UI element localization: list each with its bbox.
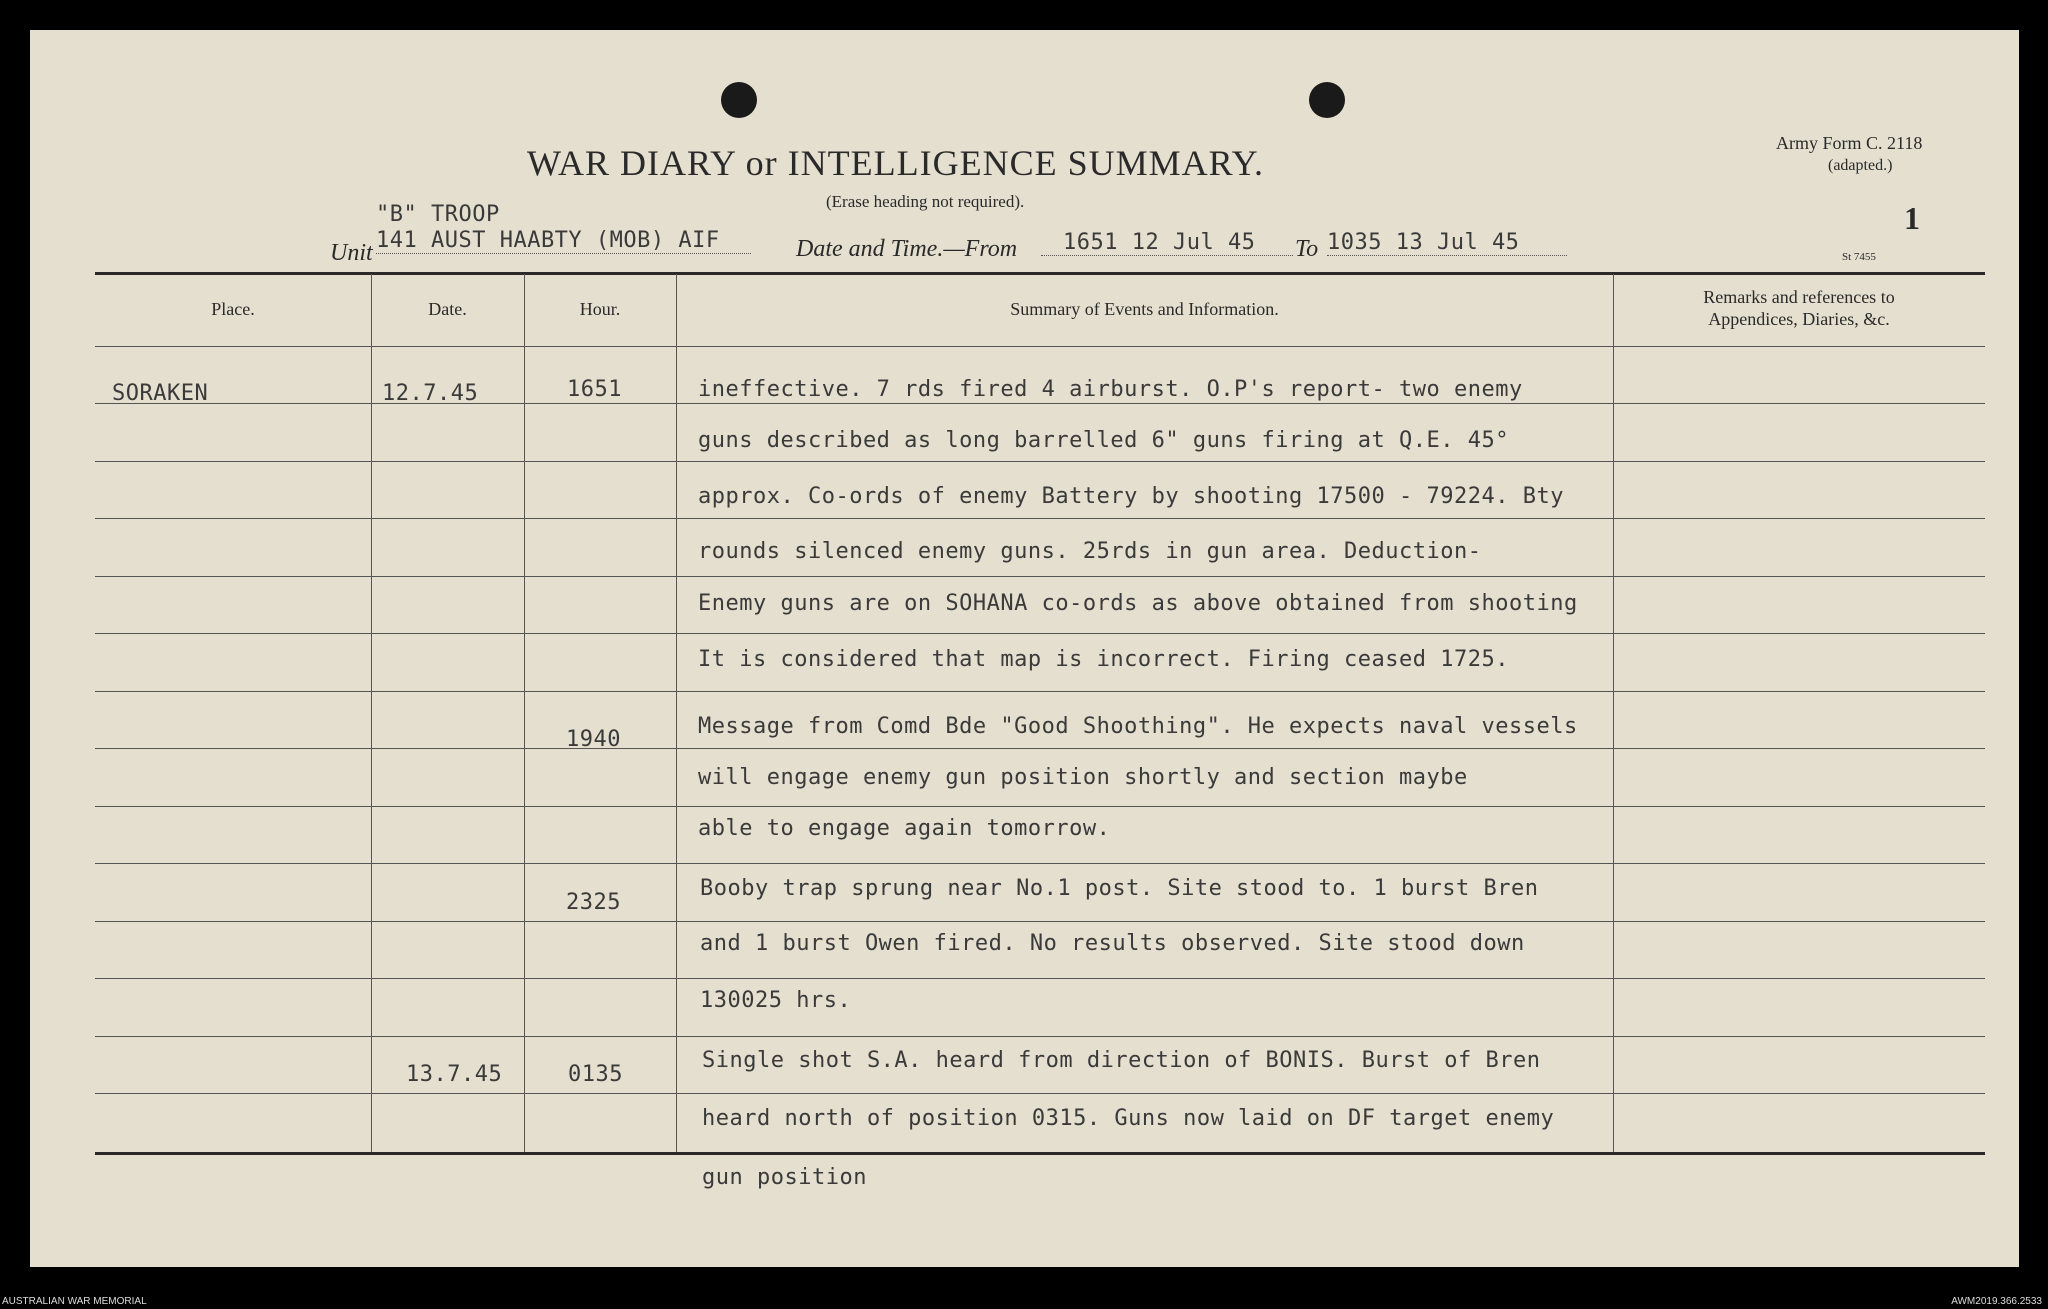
summary-line: approx. Co-ords of enemy Battery by shooting 17500 - 79224. Bty: [698, 484, 1564, 509]
unit-troop: "B" TROOP: [376, 202, 500, 227]
diary-page: [30, 30, 2019, 1267]
table-top-rule: [95, 272, 1985, 275]
remarks-header-line: Appendices, Diaries, &c.: [1708, 309, 1890, 329]
row-rule: [95, 806, 1985, 807]
date-time-label: Date and Time.—From: [796, 236, 1018, 262]
date-entry: 12.7.45: [382, 381, 479, 406]
summary-line: Enemy guns are on SOHANA co-ords as above obtained from shooting: [698, 591, 1578, 616]
archive-reference: AWM2019.366.2533: [1951, 1296, 2042, 1307]
column-header-place: Place.: [211, 299, 255, 319]
row-rule: [95, 461, 1985, 462]
row-rule: [95, 403, 1985, 404]
summary-line: gun position: [702, 1165, 867, 1190]
summary-line: guns described as long barrelled 6" guns firing at Q.E. 45°: [698, 428, 1509, 453]
row-rule: [95, 691, 1985, 692]
page-number: 1: [1904, 200, 1920, 236]
row-rule: [95, 863, 1985, 864]
column-divider: [524, 274, 525, 1152]
summary-line: 130025 hrs.: [700, 988, 852, 1013]
summary-line: It is considered that map is incorrect. Firing ceased 1725.: [698, 647, 1509, 672]
remarks-header-line: Remarks and references to: [1703, 287, 1895, 307]
row-rule: [95, 518, 1985, 519]
stock-code: St 7455: [1842, 251, 1876, 263]
column-divider: [1613, 274, 1614, 1152]
hour-entry: 0135: [568, 1062, 623, 1087]
unit-label: Unit: [330, 240, 373, 266]
date-entry: 13.7.45: [406, 1062, 503, 1087]
column-header-date: Date.: [428, 299, 467, 319]
column-divider: [371, 274, 372, 1152]
row-rule: [95, 633, 1985, 634]
summary-line: will engage enemy gun position shortly and section maybe: [698, 765, 1468, 790]
column-header-remarks: [1613, 286, 1985, 330]
summary-line: rounds silenced enemy guns. 25rds in gun area. Deduction-: [698, 539, 1482, 564]
summary-line: Booby trap sprung near No.1 post. Site stood to. 1 burst Bren: [700, 876, 1539, 901]
summary-line: heard north of position 0315. Guns now laid on DF target enemy: [702, 1106, 1555, 1131]
column-divider: [676, 274, 677, 1152]
punch-hole-left: [721, 82, 757, 118]
row-rule: [95, 921, 1985, 922]
summary-line: Single shot S.A. heard from direction of BONIS. Burst of Bren: [702, 1048, 1541, 1073]
army-form-number: Army Form C. 2118: [1776, 133, 1923, 153]
to-value: 1035 13 Jul 45: [1327, 230, 1567, 256]
page-title: WAR DIARY or INTELLIGENCE SUMMARY.: [527, 143, 1265, 183]
summary-line: ineffective. 7 rds fired 4 airburst. O.P's report- two enemy: [698, 377, 1523, 402]
from-value: 1651 12 Jul 45: [1041, 230, 1293, 256]
to-label: To: [1295, 236, 1319, 262]
punch-hole-right: [1309, 82, 1345, 118]
page-subtitle: (Erase heading not required).: [826, 192, 1025, 211]
header-rule: [95, 346, 1985, 347]
row-rule: [95, 1036, 1985, 1037]
column-header-summary: Summary of Events and Information.: [1010, 299, 1279, 319]
adapted-note: (adapted.): [1828, 157, 1893, 174]
row-rule: [95, 1093, 1985, 1094]
column-header-hour: Hour.: [579, 299, 621, 319]
archive-credit: AUSTRALIAN WAR MEMORIAL: [2, 1296, 147, 1307]
place-entry: SORAKEN: [112, 381, 209, 406]
hour-entry: 2325: [566, 890, 621, 915]
summary-line: Message from Comd Bde "Good Shoothing". He expects naval vessels: [698, 714, 1578, 739]
unit-name: 141 AUST HAABTY (MOB) AIF: [376, 228, 751, 254]
hour-entry: 1651: [567, 377, 622, 402]
row-rule: [95, 978, 1985, 979]
summary-line: able to engage again tomorrow.: [698, 816, 1111, 841]
hour-entry: 1940: [566, 727, 621, 752]
table-bottom-rule: [95, 1152, 1985, 1155]
row-rule: [95, 576, 1985, 577]
summary-line: and 1 burst Owen fired. No results observed. Site stood down: [700, 931, 1525, 956]
row-rule: [95, 748, 1985, 749]
